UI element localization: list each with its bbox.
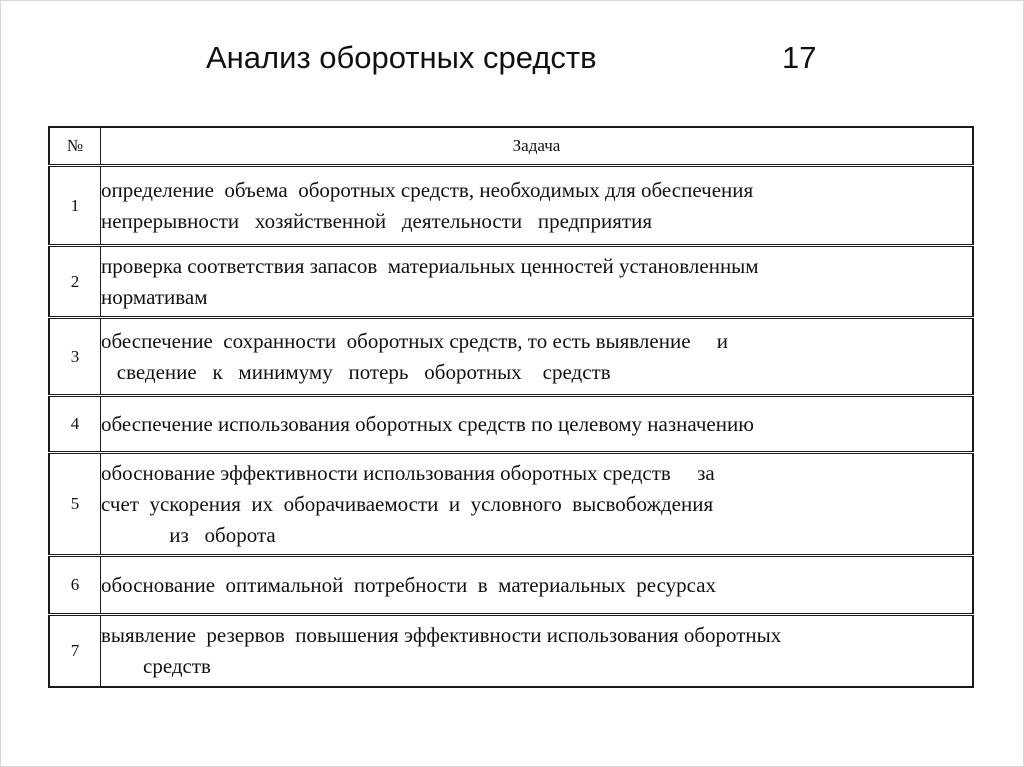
header-task: Задача: [101, 127, 974, 166]
row-number: 5: [49, 453, 101, 556]
table-row: [49, 615, 973, 687]
tasks-table: [48, 126, 974, 688]
row-task: обеспечение сохранности оборотных средств, то есть выявление и сведение к минимуму потерь оборотных средств: [101, 318, 974, 396]
table-row: [49, 246, 973, 318]
table-row: [49, 318, 973, 396]
row-number: 7: [49, 615, 101, 687]
row-number: 4: [49, 396, 101, 453]
table-row: [49, 396, 973, 453]
table-row: [49, 166, 973, 246]
row-number: 3: [49, 318, 101, 396]
slide-title: Анализ оборотных средств: [206, 40, 597, 75]
slide-number: 17: [782, 40, 817, 75]
row-number: 6: [49, 556, 101, 615]
table-row: [49, 556, 973, 615]
table-row: [49, 453, 973, 556]
row-number: 1: [49, 166, 101, 246]
row-task: проверка соответствия запасов материальных ценностей установленным нормативам: [101, 246, 974, 318]
row-task: выявление резервов повышения эффективности использования оборотных средств: [101, 615, 974, 687]
row-task: обоснование оптимальной потребности в материальных ресурсах: [101, 556, 974, 615]
header-number: №: [49, 127, 101, 166]
row-number: 2: [49, 246, 101, 318]
row-task: обеспечение использования оборотных средств по целевому назначению: [101, 396, 974, 453]
row-task: определение объема оборотных средств, необходимых для обеспечения непрерывности хозяйственной деятельности предприятия: [101, 166, 974, 246]
row-task: обоснование эффективности использования оборотных средств за счет ускорения их оборачиваемости и условного высвобождения из оборота: [101, 453, 974, 556]
table-header-row: [49, 127, 973, 166]
